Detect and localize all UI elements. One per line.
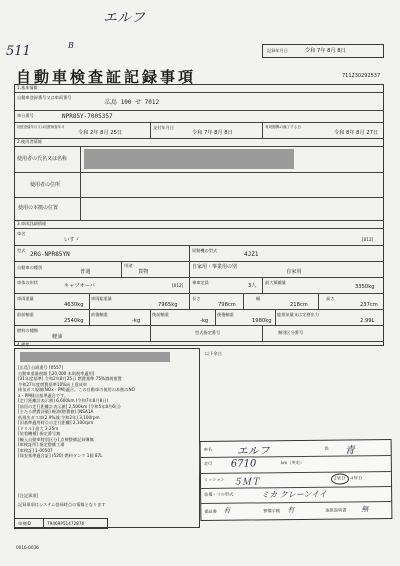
form-km-label: 走行 xyxy=(203,460,213,466)
form-warranty-label: 保証書 xyxy=(204,508,217,514)
rr-axle-label: 後後軸重 xyxy=(217,312,234,317)
model-label: 型式 xyxy=(17,248,26,253)
remarks-line: [保安基準適合証] (520) 燃料タンク 1個 87L xyxy=(18,453,103,458)
issue-date-value: 令和 7年 8月 8日 xyxy=(192,130,233,136)
remarks-line: [31年度基準] 令和2年8月25日 燃費基準 75%減税措置 xyxy=(18,376,122,381)
chassis-label: 車台番号 xyxy=(17,113,34,118)
form-instructions-label: 取扱説明書 xyxy=(325,507,347,513)
section-remarks-title: 4.備考 xyxy=(17,342,30,347)
use-label: 用途 xyxy=(124,263,133,268)
maker-label: 車名 xyxy=(17,231,26,236)
form-drive-circle xyxy=(331,473,349,484)
private-label: 自家用・事業用の別 xyxy=(192,264,238,270)
gross-value: 7965kg xyxy=(158,302,178,308)
form-km-value: 6710 xyxy=(230,458,257,470)
first-reg-label: 初度登録年月又は初度検査年月 xyxy=(17,125,65,129)
gross-label: 車両総重量 xyxy=(91,296,112,301)
max-load-label: 最大積載量 xyxy=(265,280,286,285)
length-value: 798cm xyxy=(218,302,236,308)
use-value: 貨物 xyxy=(138,269,149,275)
engine-value: 4JZ1 xyxy=(244,251,259,258)
section-basic-title: 1.基本情報 xyxy=(17,85,38,90)
remarks-line: 令和27年度燃費基準10%向上達成車 xyxy=(18,381,88,387)
remarks-line: [輸入自動車特別区分] 点検整備記録簿無 xyxy=(18,436,94,442)
private-value: 自家用 xyxy=(286,269,302,275)
body-value: キャブオーバ xyxy=(64,283,95,289)
redacted-user-name xyxy=(84,149,294,169)
width-label: 幅 xyxy=(256,296,261,301)
remarks-lines xyxy=(18,366,198,460)
maker-value: いすゞ xyxy=(64,237,80,243)
cert-id-box xyxy=(14,518,108,529)
fuel-label: 燃料の種類 xyxy=(17,328,38,333)
remarks-line: 自動車重量税額 [\20,000 本則税率適用] xyxy=(18,370,95,376)
redacted-remarks-header xyxy=(20,352,170,362)
kind-value: 普通 xyxy=(80,269,91,275)
ff-axle-label: 前前軸重 xyxy=(17,312,34,317)
notes-text: 記録事項はシステム登録時点の情報となります xyxy=(18,502,106,507)
record-date-label: 記録年月日 xyxy=(267,48,288,53)
continued-note: 以下余白 xyxy=(205,351,222,356)
type-no-label: 型式指定番号 xyxy=(195,330,221,335)
remarks-line: [旧基準適用時点の走行距離] 2,100rpm xyxy=(18,420,94,425)
rf-axle-label: 後前軸重 xyxy=(152,312,169,317)
height-label: 高さ xyxy=(326,296,335,301)
reg-number-label: 自動車登録番号又は車両番号 xyxy=(17,95,72,100)
width-value: 218cm xyxy=(290,302,308,308)
length-label: 長さ xyxy=(192,296,201,301)
expiry-label: 有効期間の満了する日 xyxy=(265,125,301,129)
remarks-line: [車検証所] 指定整備工場 xyxy=(18,442,65,447)
form-color-label: 色 xyxy=(324,445,329,451)
rr-axle-value: 1980kg xyxy=(252,318,272,324)
form-manual-label: 整備手帳 xyxy=(263,508,281,514)
footer-code: 0016-0036 xyxy=(16,545,39,550)
form-name-value: エルフ xyxy=(236,444,270,458)
remarks-line: [ドリル] 最大 3.25m xyxy=(18,425,59,431)
first-reg-value: 令和 2年 8月 25日 xyxy=(78,130,123,136)
fuel-value: 軽油 xyxy=(52,334,63,340)
form-instructions-mark: 無 xyxy=(361,505,369,514)
attached-form xyxy=(200,439,393,521)
remarks-line: [装着機種] 指定番号無 xyxy=(18,431,61,436)
weight-value: 4630kg xyxy=(64,302,84,308)
max-load-value: 3350kg xyxy=(355,284,375,290)
notes-title: [注記事項] xyxy=(18,493,39,498)
fr-axle-label: 前後軸重 xyxy=(91,312,108,317)
weight-label: 車両重量 xyxy=(17,296,34,301)
form-km-unit: km（実走） xyxy=(280,459,305,466)
form-mission-value: ５ＭＴ xyxy=(232,477,261,488)
remarks-line: [走行距離計表示値] 6,600km (令和7年8月8日) xyxy=(18,398,109,403)
body-label: 車体の形状 xyxy=(17,280,38,285)
remarks-line: [車検証] 1-00507 xyxy=(18,447,53,453)
capacity-value: 3人 xyxy=(248,283,257,289)
form-warranty-mark: 有 xyxy=(223,506,231,515)
engine-label: 原動機の型式 xyxy=(192,248,218,253)
form-name-label: 車名 xyxy=(203,446,213,452)
record-date-box xyxy=(262,44,384,58)
form-drive-value: ２ＷＤ・４ＷＤ xyxy=(332,475,363,481)
handwritten-name: エルフ xyxy=(103,10,145,26)
form-color-value: 青 xyxy=(344,445,355,457)
issue-date-label: 交付年月日 xyxy=(153,125,174,130)
remarks-line: [前回の走行距離計表示値] 2,500km (令和5年8月6日) xyxy=(18,403,121,409)
form-equip-value: ミカ クレーンイイ xyxy=(261,489,327,500)
fr-axle-value: -kg xyxy=(132,318,141,324)
ff-axle-value: 2540kg xyxy=(64,318,84,324)
remarks-line: x・PM排出基準適合です。 xyxy=(18,392,69,398)
document-title: 自動車検査証記録事項 xyxy=(16,68,197,86)
remarks-line: [主たる燃費評価] 軽油(燃費値) [NSA1A xyxy=(18,409,94,414)
form-manual-mark: 有 xyxy=(287,506,295,515)
displacement-label: 総排気量又は定格出力 xyxy=(277,312,319,317)
cert-id-value: 79469P51472876 xyxy=(47,521,85,526)
remarks-line: 排気ガス規制(NOx・PM)適合。この自動車の使用の本拠のNO xyxy=(18,387,135,392)
cert-id-label: 車検ID xyxy=(18,521,31,526)
class-no-label: 類別区分番号 xyxy=(278,330,304,335)
handwritten-letter: B xyxy=(68,41,74,50)
displacement-value: 2.99L xyxy=(360,318,375,324)
form-equip-label: 装備・フル型式 xyxy=(204,491,234,497)
user-name-label: 使用者の氏名又は名称 xyxy=(17,156,68,162)
model-value: 2RG-NPR85YN xyxy=(30,251,70,258)
height-value: 237cm xyxy=(360,302,378,308)
user-address-label: 使用者の住所 xyxy=(30,182,61,188)
chassis-value: NPR85Y-7005357 xyxy=(62,113,113,120)
remarks-line: [広島] 自紙番号 [0557] xyxy=(18,365,63,370)
base-location-label: 使用の本拠の位置 xyxy=(18,205,59,211)
record-date-value: 令和 7年 8月 8日 xyxy=(305,48,346,54)
section-usage-title: 2.使用者情報 xyxy=(17,139,42,144)
maker-code: [012] xyxy=(362,237,374,242)
reg-number-value: 広島 100 せ 7012 xyxy=(105,99,160,106)
form-mission-label: ミッション xyxy=(203,476,225,482)
expiry-value: 令和 8年 8月 27日 xyxy=(334,130,379,136)
body-code: [012] xyxy=(172,283,184,288)
kind-label: 自動車の種別 xyxy=(17,265,43,270)
remarks-line: 低排出ガス車(2.9%減:令和2年) 3,100rpm xyxy=(18,414,100,420)
capacity-label: 乗車定員 xyxy=(192,280,209,285)
rf-axle-value: -kg xyxy=(200,318,209,324)
document-number: 711230292537 xyxy=(342,73,381,79)
section-vehicle-title: 3.車両詳細情報 xyxy=(17,221,47,226)
handwritten-number: 511 xyxy=(6,44,31,59)
